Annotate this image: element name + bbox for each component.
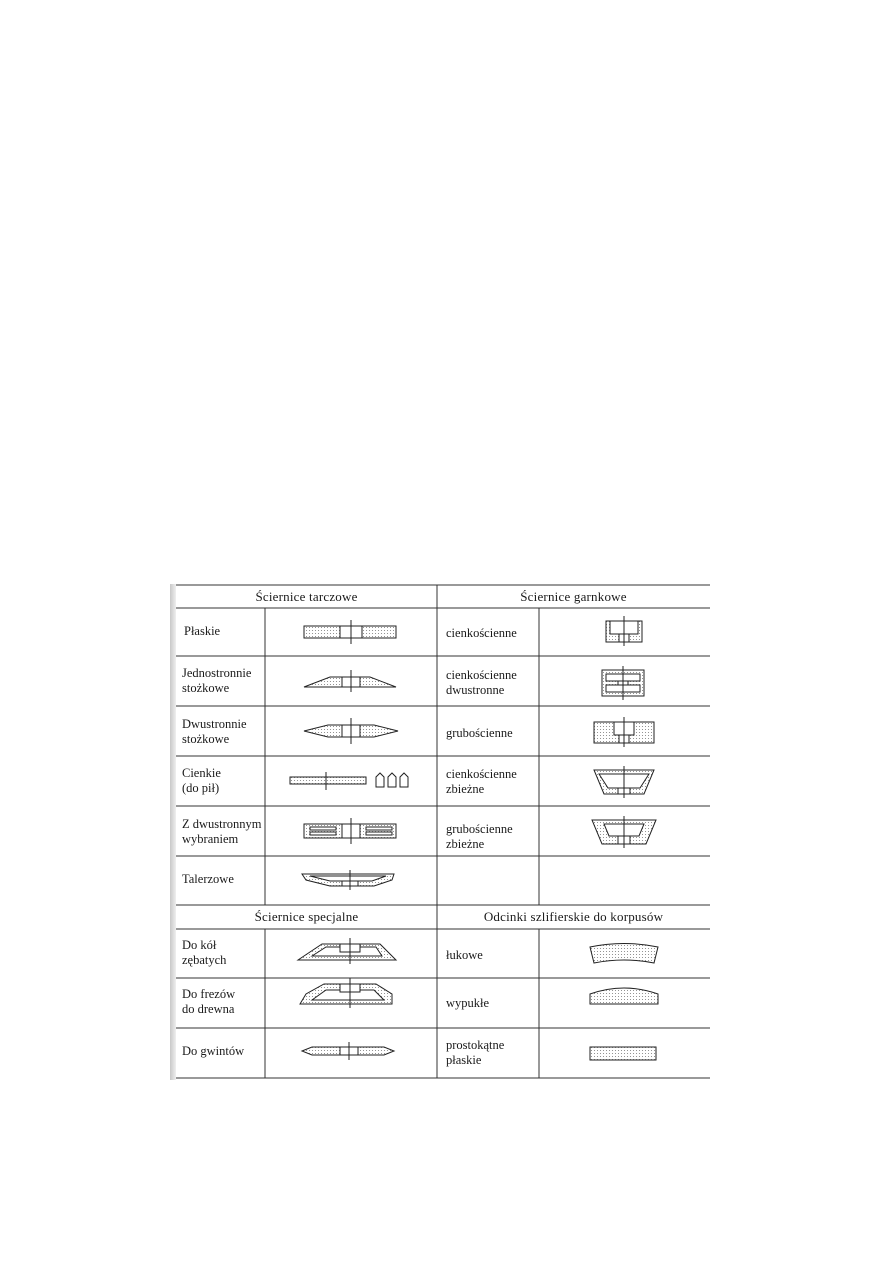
label-lukowe: łukowe	[446, 948, 483, 962]
label-gruboscienne: grubościenne	[446, 726, 513, 740]
thin-saw-wheel-profile	[290, 772, 408, 790]
header-specjalne: Ściernice specjalne	[254, 909, 359, 924]
wood-cutter-wheel-profile	[300, 978, 392, 1008]
flat-wheel-profile	[304, 620, 396, 644]
arc-segment-profile	[590, 944, 658, 964]
thin-wall-cup-wheel-profile	[606, 616, 642, 646]
label-dwustronnie-stozkowe: Dwustronnie stożkowe	[182, 717, 247, 746]
label-prostokatne-plaskie: prostokątne płaskie	[446, 1038, 505, 1067]
double-conical-wheel-profile	[304, 718, 398, 744]
header-odcinki: Odcinki szlifierskie do korpusów	[483, 909, 664, 924]
thread-wheel-profile	[302, 1042, 394, 1060]
single-conical-wheel-profile	[304, 670, 396, 692]
rectangular-segment-profile	[590, 1047, 656, 1060]
dish-wheel-profile	[302, 870, 394, 890]
label-wypukle: wypukłe	[446, 996, 490, 1010]
label-z-dwustronnym-wybraniem: Z dwustronnym wybraniem	[182, 817, 262, 846]
label-do-kol-zebatych: Do kół zębatych	[182, 938, 227, 967]
label-gruboscienne-zbiezne: grubościenne zbieżne	[446, 822, 513, 851]
label-cienkoscienne-dwustronne: cienkościenne dwustronne	[446, 668, 517, 697]
label-cienkoscienne-zbiezne: cienkościenne zbieżne	[446, 767, 517, 796]
double-recessed-wheel-profile	[304, 818, 396, 844]
grinding-wheels-table	[170, 584, 710, 1080]
label-plaskie: Płaskie	[184, 624, 221, 638]
label-cienkie: Cienkie (do pił)	[182, 766, 221, 795]
thick-wall-tapered-cup-wheel-profile	[592, 816, 656, 848]
label-cienkoscienne: cienkościenne	[446, 626, 517, 640]
thin-wall-tapered-cup-wheel-profile	[594, 766, 654, 798]
label-jednostronnie-stozkowe: Jednostronnie stożkowe	[182, 666, 252, 695]
convex-segment-profile	[590, 988, 658, 1004]
label-talerzowe: Talerzowe	[182, 872, 234, 886]
header-tarczowe: Ściernice tarczowe	[255, 589, 358, 604]
gear-wheel-profile	[298, 938, 396, 964]
label-do-gwintow: Do gwintów	[182, 1044, 245, 1058]
double-thin-wall-cup-wheel-profile	[602, 666, 644, 700]
label-do-frezow-do-drewna: Do frezów do drewna	[182, 987, 236, 1016]
thick-wall-cup-wheel-profile	[594, 717, 654, 747]
header-garnkowe: Ściernice garnkowe	[520, 589, 627, 604]
